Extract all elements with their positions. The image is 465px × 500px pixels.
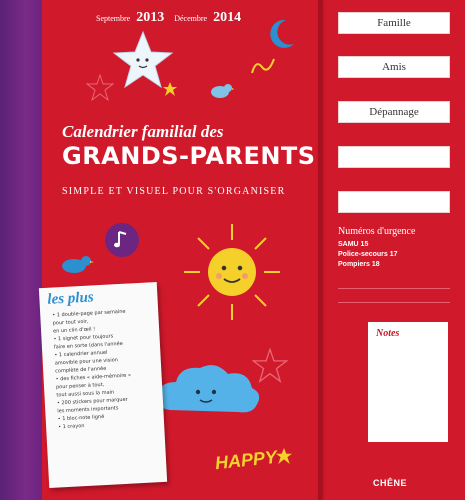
label-amis: Amis <box>338 56 450 78</box>
small-star-icon <box>163 82 177 96</box>
subtitle: SIMPLE ET VISUEL POUR S'ORGANISER <box>62 186 286 197</box>
les-plus-heading: les plus <box>47 289 95 308</box>
list-item: • 1 crayon <box>58 423 85 431</box>
date-start-year: 2013 <box>136 10 165 25</box>
date-end-month: Décembre <box>174 14 208 23</box>
notes-card <box>368 322 448 442</box>
label-depannage: Dépannage <box>338 101 450 123</box>
list-item: • 1 bloc-note ligné <box>57 413 105 423</box>
emergency-line: Pompiers 18 <box>338 261 380 268</box>
emergency-line: Police-secours 17 <box>338 251 398 258</box>
list-item: faire en sorte (dans l'année <box>53 340 123 351</box>
list-item: pour penser à tout, <box>55 381 105 391</box>
list-item: • 1 double-page par semaine <box>52 308 126 319</box>
sun-face-icon <box>182 222 282 322</box>
blue-bird-icon <box>58 252 94 276</box>
list-item: • des fiches « aide-mémoire » <box>55 372 132 383</box>
emergency-heading: Numéros d'urgence <box>338 226 416 237</box>
label-blank-1 <box>338 146 450 168</box>
yellow-star-icon <box>276 448 292 464</box>
list-item: pour tout voir, <box>52 318 89 327</box>
page-title: GRANDS-PARENTS <box>62 142 316 170</box>
outline-star-icon <box>86 74 114 102</box>
cover-divider <box>318 0 322 500</box>
date-end-year: 2014 <box>213 10 242 25</box>
les-plus-list <box>40 306 164 432</box>
star-face-icon <box>112 30 174 90</box>
title-script: Calendrier familial des <box>62 122 224 141</box>
outline-star-icon <box>252 348 288 384</box>
date-start-month: Septembre <box>96 14 131 23</box>
list-item: les moments importants <box>57 405 119 415</box>
list-item: tout aussi sous la main <box>56 389 115 399</box>
list-item: amovible pour une vision <box>54 357 119 367</box>
book-spine <box>0 0 42 500</box>
notes-heading: Notes <box>376 328 400 339</box>
label-blank-2 <box>338 191 450 213</box>
list-item: • 1 calendrier annuel <box>54 349 108 359</box>
bird-icon <box>208 80 234 100</box>
les-plus-note <box>39 282 167 488</box>
date-range <box>96 8 247 26</box>
list-item: • 1 signet pour toujours <box>53 333 114 343</box>
list-item: complète de l'année <box>55 365 107 375</box>
divider-line <box>338 302 450 303</box>
music-note-icon <box>104 222 140 258</box>
label-famille: Famille <box>338 12 450 34</box>
emergency-numbers <box>338 226 415 270</box>
happy-label: HAPPY <box>214 446 278 474</box>
divider-line <box>338 288 450 289</box>
cloud-face-icon <box>152 358 264 420</box>
publisher-logo: CHÊNE <box>373 478 408 488</box>
list-item: • 200 stickers pour marquer <box>56 396 128 407</box>
confetti-icon <box>250 55 276 75</box>
list-item: en un clin d'œil ! <box>52 326 96 335</box>
emergency-line: SAMU 15 <box>338 241 369 248</box>
moon-icon <box>266 18 296 50</box>
